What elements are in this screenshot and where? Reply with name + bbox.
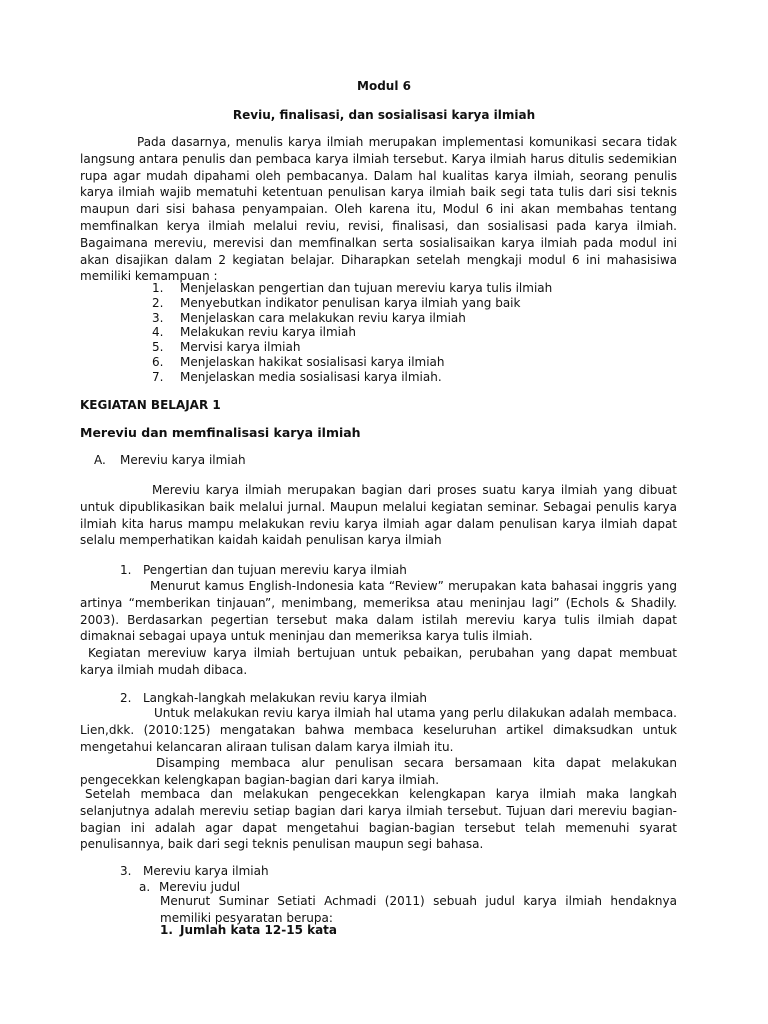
subsection-1-paragraph-1: Menurut kamus English-Indonesia kata “Review” merupakan kata bahasai inggris yang artinya “memberikan tinjauan”, menimbang, memeriksa atau meninjau lagi” (Echols & Shadily. 2003). Berdasarkan pegertian tersebut maka dalam istilah mereviu karya tulis ilmiah dapat dimaknai sebagai upaya untuk meninjau dan memeriksa karya tulis ilmiah. <box>80 579 677 644</box>
list-item-number: 4. <box>152 325 164 340</box>
module-subtitle: Reviu, finalisasi, dan sosialisasi karya ilmiah <box>232 108 536 122</box>
list-item <box>152 340 552 355</box>
section-a-label: A. <box>94 453 106 467</box>
subsection-3a-paragraph: Menurut Suminar Setiati Achmadi (2011) sebuah judul karya ilmiah hendaknya memiliki pesyaratan berupa: <box>160 894 677 925</box>
list-item-text: Melakukan reviu karya ilmiah <box>180 325 356 340</box>
subsection-2-label: 2. <box>120 691 132 705</box>
kegiatan-heading: KEGIATAN BELAJAR 1 <box>80 398 221 412</box>
subsection-3a-item-1 <box>160 923 337 937</box>
list-item-number: 6. <box>152 354 164 369</box>
list-item-number: 3. <box>152 310 164 325</box>
intro-paragraph: Pada dasarnya, menulis karya ilmiah merupakan implementasi komunikasi secara tidak langsung antara penulis dan pembaca karya ilmiah tersebut. Karya ilmiah harus ditulis sedemikian rupa agar mudah dipahami oleh pembacanya. Dalam hal kualitas karya ilmiah, seorang penulis karya ilmiah wajib mematuhi ketentuan penulisan karya ilmiah baik segi tata tulis dari sisi teknis maupun dari sisi bahasa penyampaian. Oleh karena itu, Modul 6 ini akan membahas tentang memfinalkan kerya ilmiah melalui reviu, revisi, finalisasi, dan sosialisasi pada karya ilmiah. Bagaimana mereviu, merevisi dan memfinalkan serta sosialisaikan karya ilmiah pada modul ini akan disajikan dalam 2 kegiatan belajar. Diharapkan setelah mengkaji modul 6 ini mahasisiwa memiliki kemampuan : <box>80 135 677 284</box>
list-item-text: Menjelaskan cara melakukan reviu karya ilmiah <box>180 310 466 325</box>
subsection-2-title: Langkah-langkah melakukan reviu karya ilmiah <box>143 691 428 705</box>
list-item-number: 7. <box>152 369 164 384</box>
subsection-1-paragraph-2: Kegiatan mereviuw karya ilmiah bertujuan untuk pebaikan, perubahan yang dapat membuat karya ilmiah mudah dibaca. <box>80 646 677 677</box>
objectives-list <box>152 281 552 385</box>
subsection-3a-item-1-text: Jumlah kata 12-15 kata <box>180 923 338 937</box>
list-item-text: Menjelaskan pengertian dan tujuan mereviu karya tulis ilmiah <box>180 281 553 295</box>
subsection-3-heading <box>120 864 269 878</box>
list-item <box>152 355 552 370</box>
subsection-3-label: 3. <box>120 864 132 878</box>
subsection-3a-item-1-label: 1. <box>160 923 173 937</box>
subsection-1-heading <box>120 563 407 577</box>
subsection-1-title: Pengertian dan tujuan mereviu karya ilmiah <box>143 563 407 577</box>
section-heading: Mereviu dan memfinalisasi karya ilmiah <box>80 425 361 440</box>
subsection-2-heading <box>120 691 427 705</box>
list-item-number: 1. <box>152 281 164 295</box>
subsection-2-paragraph-3: Setelah membaca dan melakukan pengecekkan kelengkapan karya ilmiah maka langkah selanjutnya adalah mereviu setiap bagian dari karya ilmiah tersebut. Tujuan dari mereviu bagian-bagian ini adalah agar dapat mengetahui bagian-bagian tersebut telah memenuhi syarat penulisannya, baik dari segi teknis penulisan maupun segi bahasa. <box>80 787 677 852</box>
subsection-3a-heading <box>139 880 240 894</box>
list-item <box>152 296 552 311</box>
list-item-text: Menyebutkan indikator penulisan karya ilmiah yang baik <box>180 295 521 310</box>
list-item-text: Menjelaskan media sosialisasi karya ilmiah. <box>180 369 442 384</box>
list-item-text: Menjelaskan hakikat sosialisasi karya ilmiah <box>180 354 445 369</box>
subsection-2-paragraph-2: Disamping membaca alur penulisan secara bersamaan kita dapat melakukan pengecekkan kelengkapan bagian-bagian dari karya ilmiah. <box>80 756 677 787</box>
list-item <box>152 325 552 340</box>
list-item-number: 5. <box>152 340 164 355</box>
section-a-title: Mereviu karya ilmiah <box>120 453 246 467</box>
subsection-3-title: Mereviu karya ilmiah <box>143 864 269 878</box>
list-item-number: 2. <box>152 295 164 310</box>
module-title: Modul 6 <box>357 79 411 93</box>
subsection-3a-label: a. <box>139 880 151 894</box>
subsection-2-paragraph-1: Untuk melakukan reviu karya ilmiah hal utama yang perlu dilakukan adalah membaca. Lien,dkk. (2010:125) mengatakan bahwa membaca keseluruhan artikel dimaksudkan untuk mengetahui kelancaran aliraan tulisan dalam karya ilmiah itu. <box>80 706 677 754</box>
section-a-paragraph: Mereviu karya ilmiah merupakan bagian dari proses suatu karya ilmiah yang dibuat untuk dipublikasikan baik melalui jurnal. Maupun melalui kegiatan seminar. Sebagai penulis karya ilmiah kita harus mampu melakukan reviu karya ilmiah agar dalam penulisan karya ilmiah dapat selalu memperhatikan kaidah kaidah penulisan karya ilmiah <box>80 483 677 548</box>
subsection-1-label: 1. <box>120 563 132 577</box>
list-item-text: Mervisi karya ilmiah <box>180 340 301 355</box>
list-item <box>152 311 552 326</box>
list-item <box>152 370 552 385</box>
list-item <box>152 281 552 296</box>
section-a-heading <box>94 453 246 467</box>
subsection-3a-title: Mereviu judul <box>159 880 241 894</box>
